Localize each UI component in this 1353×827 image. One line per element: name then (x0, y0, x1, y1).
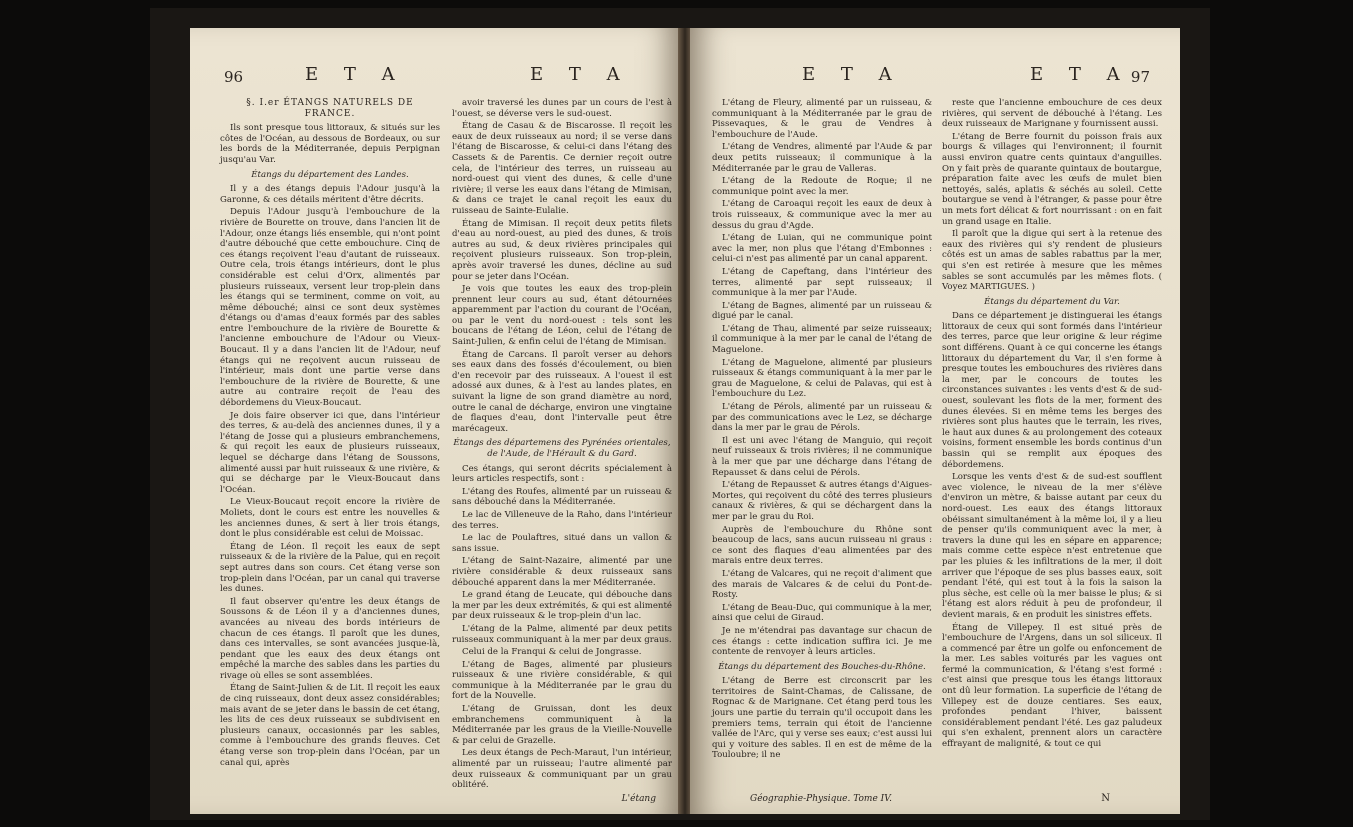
paragraph: avoir traversé les dunes par un cours de l'est à l'ouest, se déverse vers le sud-ouest. (452, 98, 672, 119)
paragraph: Étang de Saint-Julien & de Lit. Il reçoit les eaux de cinq ruisseaux, dont deux assez considérables; mais avant de se jeter dans le bassin de cet étang, les lits de ces deux ruisseaux se subdivisent en plusieurs canaux, occasionnés par les sables, comme à l'embouchure des grands fleuves. Cet étang verse son trop-plein dans l'Océan, par un canal qui, après (220, 683, 440, 768)
paragraph: L'étang de Maguelone, alimenté par plusieurs ruisseaux & étangs communiquant à la mer par le grau de Maguelone, & celui de Palavas, qui est à l'embouchure du Lez. (712, 357, 932, 400)
paragraph: L'étang de Fleury, alimenté par un ruisseau, & communiquant à la Méditerranée par le grau de Pissevaques, & le grau de Vendres à l'embouchure de l'Aude. (712, 98, 932, 140)
paragraph: Je dois faire observer ici que, dans l'intérieur des terres, & au-delà des anciennes dunes, il y a l'étang de Josse qui a plusieurs embranchemens, & qui reçoit les eaux de plusieurs ruisseaux, lequel se décharge dans l'étang de Soussons, alimenté aussi par huit ruisseaux & une rivière, & qui se décharge par le Vieux-Boucaut dans l'Océan. (220, 410, 440, 495)
section-title: §. I.er ÉTANGS NATURELS DE FRANCE. (246, 98, 414, 119)
paragraph: L'étang de la Palme, alimenté par deux petits ruisseaux communiquant à la mer par deux graus. (452, 623, 672, 645)
paragraph: L'étang de Capeftang, dans l'intérieur des terres, alimenté par sept ruisseaux; il communique à la mer par l'Aude. (712, 266, 932, 299)
paragraph: Celui de la Franqui & celui de Jongrasse. (462, 647, 642, 658)
page-number-right: 97 (1130, 68, 1150, 86)
running-head-right-2: E T A (1030, 64, 1130, 85)
paragraph: Étang de Mimisan. Il reçoit deux petits filets d'eau au nord-ouest, au pied des dunes, & trois autres au sud, & deux rivières principales qui reçoivent plusieurs ruisseaux. Son trop-plein, après avoir traversé les dunes, décline au sud pour se jeter dans l'Océan. (452, 218, 672, 282)
paragraph: Depuis l'Adour jusqu'à l'embouchure de la rivière de Bourette on trouve, dans l'ancien lit de l'Adour, onze étangs liés ensemble, qui n'ont point d'autre débouché que cette embouchure. Cinq de ces étangs reçoivent l'eau d'autant de ruisseaux. Outre cela, trois étangs intérieurs, dont le plus considérable est celui d'Orx, alimentés par plusieurs ruisseaux, versent leur trop-plein dans les étangs qui se terminent, comme on voit, au même débouché; ainsi ce sont deux systèmes d'étangs ou d'amas d'eaux formés par des sables entre l'embouchure de la rivière de Bourette & l'ancienne embouchure de l'Adour ou Vieux-Boucaut. Il y a dans l'ancien lit de l'Adour, neuf étangs qui ne reçoivent aucun ruisseau de l'intérieur, mais dont une partie verse dans l'embouchure de la rivière de Bourette, & une autre au contraire reçoit de l'eau des débordemens du Vieux-Boucaut. (220, 207, 440, 409)
right-column-1 (712, 98, 932, 763)
paragraph: L'étang de Bages, alimenté par plusieurs ruisseaux & une rivière considérable, & qui communique à la Méditerranée par le grau du fort de la Nouvelle. (452, 659, 672, 702)
paragraph: L'étang de Luian, qui ne communique point avec la mer, non plus que l'étang d'Embonnes : celui-ci n'est pas alimenté par un canal apparent. (712, 233, 932, 265)
book-footer: Géographie-Physique. Tome IV. (750, 794, 892, 804)
paragraph: Étang de Villepey. Il est situé près de l'embouchure de l'Argens, dans un sol siliceux. Il a commencé par être un golfe ou enfoncement de la mer. Les sables voiturés par les vagues ont fermé la communication, & l'étang s'est formé : c'est ainsi que presque tous les étangs littoraux ont dû leur formation. La superficie de l'étang de Villepey est de douze centiares. Ses eaux, profondes pendant l'hiver, baissent considérablement pendant l'été. Les gaz paludeux qui s'en exhalent, prennent alors un caractère effrayant de malignité, & tout ce qui (942, 622, 1162, 750)
paragraph: L'étang de Vendres, alimenté par l'Aude & par deux petits ruisseaux; il communique à la Méditerranée par le grau de Valleras. (712, 142, 932, 174)
paragraph: L'étang de Bagnes, alimenté par un ruisseau & digué par le canal. (712, 300, 932, 322)
paragraph: Le lac de Poulaftres, situé dans un vallon & sans issue. (452, 533, 672, 554)
right-page (690, 28, 1180, 814)
printer-signature: N (1101, 793, 1110, 804)
page-number-left: 96 (224, 68, 244, 86)
paragraph: L'étang de Berre est circonscrit par les territoires de Saint-Chamas, de Calissane, de Rognac & de Marignane. Cet étang perd tous les jours une partie du terrain qu'il occupoit dans les premiers tems, terrain qui étoit de l'ancienne vallée de l'Arc, qui y verse ses eaux; c'est aussi lui qui y voiture des sables. Il en est de même de la Touloubre; il ne (712, 676, 932, 761)
left-column-2 (452, 98, 672, 793)
paragraph: Ils sont presque tous littoraux, & situés sur les côtes de l'Océan, au dessous de Bordeaux, ou sur les bords de la Méditerranée, depuis Perpignan jusqu'au Var. (220, 123, 440, 165)
paragraph: Auprès de l'embouchure du Rhône sont beaucoup de lacs, sans aucun ruisseau ni graus : ce sont des flaques d'eau alimentées par des marais entre deux terres. (712, 524, 932, 567)
paragraph: Ces étangs, qui seront décrits spécialement à leurs articles respectifs, sont : (452, 463, 672, 485)
paragraph: Je vois que toutes les eaux des trop-plein prennent leur cours au sud, étant détournées apparemment par l'action du courant de l'Océan, ou par le vent du nord-ouest : tels sont les boucans de l'étang de Léon, celui de l'étang de Saint-Julien, & enfin celui de l'étang de Mimisan. (452, 284, 672, 348)
paragraph: Le lac de Villeneuve de la Raho, dans l'intérieur des terres. (452, 509, 672, 531)
section-heading: Étangs du département des Landes. (251, 169, 409, 180)
paragraph: Il y a des étangs depuis l'Adour jusqu'à la Garonne, & ces détails méritent d'être décrits. (220, 184, 440, 205)
paragraph: Il faut observer qu'entre les deux étangs de Soussons & de Léon il y a d'anciennes dunes, avancées au niveau des bords intérieurs de chacun de ces étangs. Il paroît que les dunes, dans ces intervalles, se sont avancées jusque-là, pendant que les eaux des deux étangs ont empêché la marche des sables dans les parties du rivage où elles se sont assemblées. (220, 596, 440, 681)
paragraph: Lorsque les vents d'est & de sud-est soufflent avec violence, le niveau de la mer s'élève d'environ un mètre, & baisse autant par ceux du nord-ouest. Les eaux des étangs littoraux obéissant simultanément à la même loi, il y a lieu de penser qu'ils communiquent avec la mer, à travers la dune qui les en sépare en apparence; mais comme cette espèce n'est entretenue que par les pluies & les infiltrations de la mer, il doit arriver que l'époque de ses plus basses eaux, soit pendant l'été, qui est tout à la fois la saison la plus sèche, est celle où la mer baisse le plus; & si l'étang est alors réduit à peu de profondeur, il devient marais, & en produit les sinistres effets. (942, 472, 1162, 620)
paragraph: Les deux étangs de Pech-Maraut, l'un intérieur, alimenté par un ruisseau; l'autre alimenté par deux ruisseaux & communiquant par un grau oblitéré. (452, 748, 672, 791)
paragraph: Étang de Casau & de Biscarosse. Il reçoit les eaux de deux ruisseaux au nord; il se verse dans l'étang de Biscarosse, & celui-ci dans l'étang des Cassets & de Parentis. Ce dernier reçoit outre cela, de l'intérieur des terres, un ruisseau au nord-ouest qui vient des dunes, & celle d'une rivière; il verse les eaux dans l'étang de Mimisan, & dans ce trajet le canal reçoit les eaux du ruisseau de Sainte-Eulalie. (452, 121, 672, 216)
paragraph: Étang de Léon. Il reçoit les eaux de sept ruisseaux & de la rivière de la Palue, qui en reçoit sept autres dans son cours. Cet étang verse son trop-plein dans l'Océan, par un canal qui traverse les dunes. (220, 541, 440, 595)
paragraph: L'étang de Beau-Duc, qui communique à la mer, ainsi que celui de Giraud. (712, 602, 932, 624)
section-heading: Étangs du département des Bouches-du-Rhône. (718, 661, 926, 672)
paragraph: Je ne m'étendrai pas davantage sur chacun de ces étangs : cette indication suffira ici. Je me contente de renvoyer à leurs articles. (712, 625, 932, 658)
section-heading: Étangs des départemens des Pyrénées orientales, de l'Aude, de l'Hérault & du Gard. (453, 438, 671, 459)
catchword: L'étang (621, 794, 656, 804)
paragraph: L'étang de Thau, alimenté par seize ruisseaux; il communique à la mer par le canal de l'étang de Maguelone. (712, 323, 932, 356)
open-book (150, 8, 1210, 820)
paragraph: L'étang de Gruissan, dont les deux embranchemens communiquent à la Méditerranée par les graus de la Vieille-Nouvelle & par celui de Grazelle. (452, 704, 672, 746)
running-head-left: E T A (305, 64, 405, 85)
paragraph: Étang de Carcans. Il paroît verser au dehors ses eaux dans des fossés d'écoulement, ou bien d'en recevoir par des ruisseaux. A l'ouest il est adossé aux dunes, & à l'est au landes plates, en suivant la ligne de son grand diamètre au nord, outre le canal de décharge, environ une vingtaine de flaques d'eau, dont l'intervalle peut être marécageux. (452, 349, 672, 434)
paragraph: reste que l'ancienne embouchure de ces deux rivières, qui servent de débouché à l'étang. Les deux ruisseaux de Marignane y fournissent aussi. (942, 98, 1162, 130)
paragraph: L'étang de Berre fournit du poisson frais aux bourgs & villages qui l'environnent; il fournit aussi environ quatre cents quintaux d'anguilles. On y fait près de quarante quintaux de boutargue, préparation faite avec les œufs de mulet bien nettoyés, salés, aplatis & séchés au soleil. Cette boutargue se vend à l'étranger, & passe pour être un mets fort délicat & fort nourrissant : on en fait un grand usage en Italie. (942, 131, 1162, 227)
running-head-left-2: E T A (530, 64, 630, 85)
paragraph: L'étang de Pérols, alimenté par un ruisseau & par des communications avec le Lez, se décharge dans la mer par le grau de Pérols. (712, 402, 932, 434)
paragraph: L'étang de Saint-Nazaire, alimenté par une rivière considérable & deux ruisseaux sans débouché apparent dans la mer Méditerranée. (452, 556, 672, 588)
left-page (190, 28, 680, 814)
paragraph: L'étang de Repausset & autres étangs d'Aigues-Mortes, qui reçoivent du côté des terres plusieurs canaux & rivières, & qui se déchargent dans la mer par le grau du Roi. (712, 480, 932, 522)
paragraph: Il paroît que la digue qui sert à la retenue des eaux des rivières qui s'y rendent de plusieurs côtés est un amas de sables rabattus par la mer, qui s'en est retirée à mesure que les mêmes sables se sont accumulés par les mêmes flots. ( Voyez MARTIGUES. ) (942, 229, 1162, 293)
paragraph: L'étang des Roufes, alimenté par un ruisseau & sans débouché dans la Méditerranée. (452, 486, 672, 508)
right-column-2 (942, 98, 1162, 752)
left-column-1 (220, 98, 440, 770)
paragraph: L'étang de Caroaqui reçoit les eaux de deux à trois ruisseaux, & communique avec la mer au dessus du grau d'Agde. (712, 199, 932, 231)
paragraph: L'étang de la Redoute de Roque; il ne communique point avec la mer. (712, 176, 932, 197)
section-heading: Étangs du département du Var. (984, 296, 1120, 307)
paragraph: Le grand étang de Leucate, qui débouche dans la mer par les deux extrémités, & qui est alimenté par deux ruisseaux & le trop-plein d'un lac. (452, 590, 672, 622)
paragraph: L'étang de Valcares, qui ne reçoit d'aliment que des marais de Valcares & de celui du Pont-de-Rosty. (712, 568, 932, 601)
paragraph: Le Vieux-Boucaut reçoit encore la rivière de Moliets, dont le cours est entre les nouvelles & les anciennes dunes, & sert à lier trois étangs, dont le plus considérable est celui de Moissac. (220, 497, 440, 540)
paragraph: Dans ce département je distinguerai les étangs littoraux de ceux qui sont formés dans l'intérieur des terres, parce que leur origine & leur régime sont différens. Quant à ce qui concerne les étangs littoraux du département du Var, il s'en forme à presque toutes les embouchures des rivières dans la mer, par le concours de toutes les circonstances suivantes : les vents d'est & de sud-ouest, soulevant les flots de la mer, forment des dunes élevées. Si en même tems les berges des rivières sont plus hautes que le terrain, les rives, le haut aux dunes & au prolongement des coteaux voisins, forment ensemble les bords continus d'un bassin qui se remplit aux époques des débordemens. (942, 311, 1162, 470)
running-head-right: E T A (802, 64, 902, 85)
paragraph: Il est uni avec l'étang de Manguio, qui reçoit neuf ruisseaux & trois rivières; il ne communique à la mer que par une décharge dans l'étang de Repausset & dans celui de Pérols. (712, 435, 932, 478)
